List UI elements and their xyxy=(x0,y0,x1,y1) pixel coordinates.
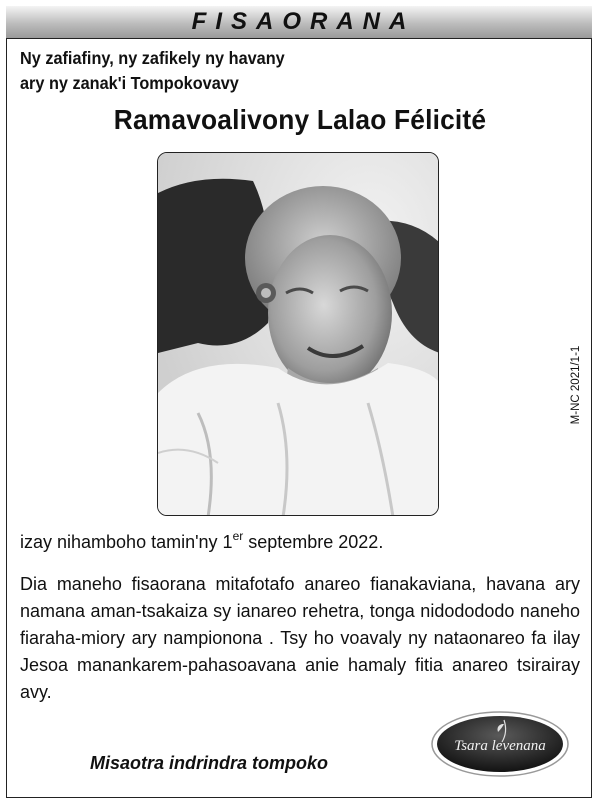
side-reference xyxy=(566,330,586,440)
portrait-photo xyxy=(157,152,439,516)
portrait-illustration xyxy=(158,153,439,516)
deceased-name: Ramavoalivony Lalao Félicité xyxy=(113,104,487,135)
closing-line: Misaotra indrindra tompoko xyxy=(90,753,329,773)
logo-emblem xyxy=(430,710,570,778)
intro-block xyxy=(20,46,285,96)
date-suffix: septembre 2022. xyxy=(243,532,384,552)
date-prefix: izay nihamboho tamin'ny 1 xyxy=(20,532,233,552)
date-superscript: er xyxy=(232,529,244,543)
intro-line-1: Ny zafiafiny, ny zafikely ny havany xyxy=(20,48,285,68)
funeral-service-logo xyxy=(430,710,570,778)
header-bar xyxy=(6,6,592,39)
header-title: FISAORANA xyxy=(191,8,416,35)
intro-line-2: ary ny zanak'i Tompokovavy xyxy=(20,73,239,93)
thanks-message: Dia maneho fisaorana mitafotafo anareo fianakaviana, havana ary namana aman-tsakaiza sy ianareo rehetra, tonga nidodododo naneho fiaraha-miory ary nampionona . Tsy ho voavaly ny nataonareo fa ilay Jesoa manankarem-pahasoavana anie hamaly fitia anareo tsirairay avy. xyxy=(20,574,580,702)
date-line xyxy=(20,529,384,553)
logo-text: Tsara levenana xyxy=(454,738,546,754)
side-reference-text: M-NC 2021/1-1 xyxy=(570,345,582,425)
